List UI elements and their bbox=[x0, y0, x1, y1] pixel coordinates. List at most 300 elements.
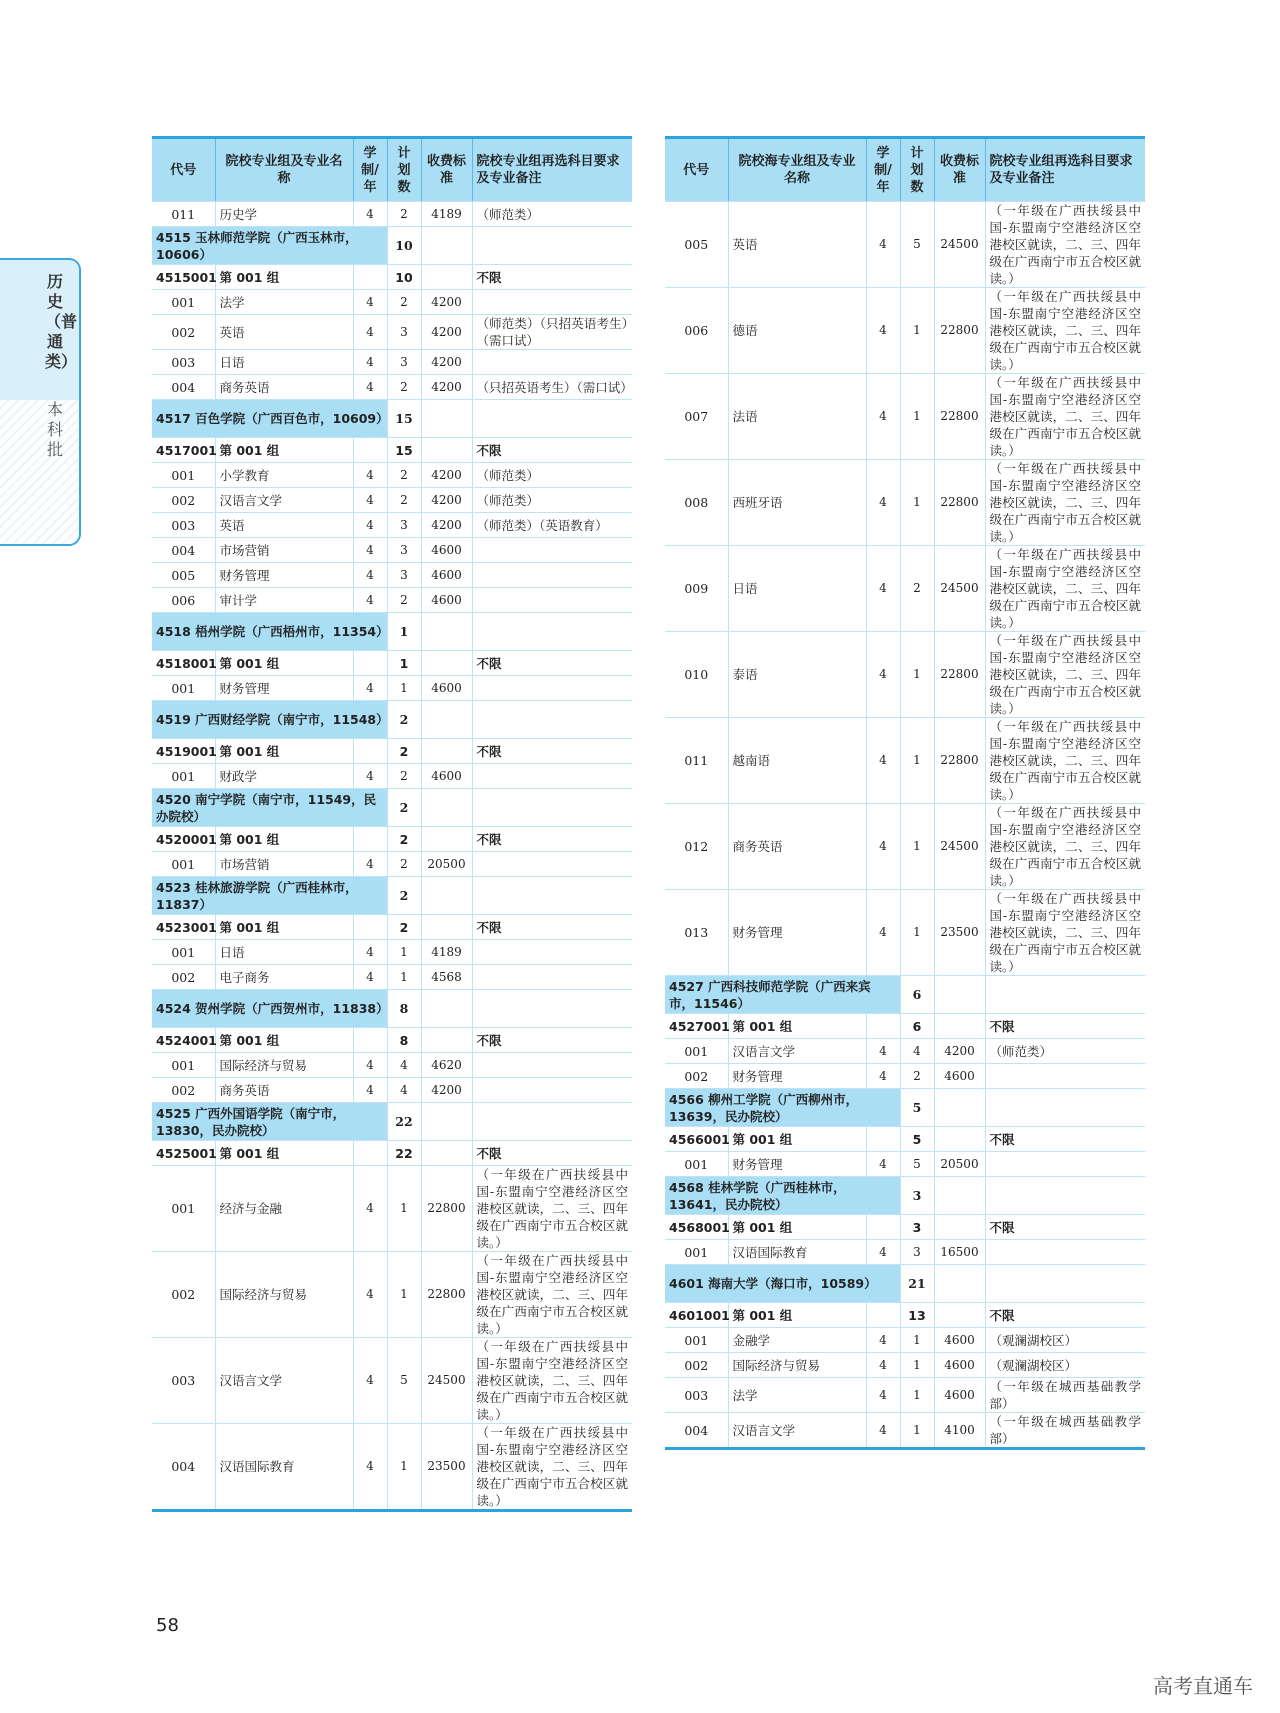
major-row bbox=[665, 1152, 1145, 1177]
major-code: 001 bbox=[152, 463, 215, 488]
group-plan: 10 bbox=[387, 265, 421, 290]
group-note: 不限 bbox=[985, 1127, 1145, 1152]
major-years: 4 bbox=[353, 315, 387, 350]
major-note bbox=[472, 676, 632, 701]
major-row bbox=[665, 1378, 1145, 1413]
major-name: 英语 bbox=[215, 513, 353, 538]
major-plan: 3 bbox=[387, 350, 421, 375]
group-years bbox=[353, 915, 387, 940]
major-code: 007 bbox=[665, 374, 728, 460]
major-name: 英语 bbox=[215, 315, 353, 350]
major-fee: 4200 bbox=[421, 350, 472, 375]
group-plan: 2 bbox=[387, 915, 421, 940]
major-years: 4 bbox=[866, 890, 900, 976]
major-name: 日语 bbox=[215, 940, 353, 965]
side-tab-stripes bbox=[0, 400, 79, 546]
major-plan: 4 bbox=[900, 1039, 934, 1064]
major-years: 4 bbox=[353, 1078, 387, 1103]
major-note bbox=[985, 1064, 1145, 1089]
major-fee: 4600 bbox=[421, 764, 472, 789]
header-note: 院校专业组再选科目要求及专业备注 bbox=[472, 138, 632, 202]
major-note: （师范类） bbox=[472, 202, 632, 227]
major-row bbox=[152, 940, 632, 965]
major-fee: 20500 bbox=[421, 852, 472, 877]
school-note bbox=[472, 990, 632, 1028]
major-name: 汉语国际教育 bbox=[728, 1240, 866, 1265]
major-name: 财务管理 bbox=[728, 1152, 866, 1177]
major-name: 商务英语 bbox=[215, 375, 353, 400]
major-code: 001 bbox=[152, 290, 215, 315]
major-years: 4 bbox=[353, 588, 387, 613]
major-code: 002 bbox=[152, 488, 215, 513]
major-fee: 16500 bbox=[934, 1240, 985, 1265]
school-name: 4566 柳州工学院（广西柳州市，13639，民办院校） bbox=[665, 1089, 900, 1127]
major-plan: 1 bbox=[900, 1328, 934, 1353]
group-fee bbox=[421, 915, 472, 940]
major-row bbox=[665, 1328, 1145, 1353]
major-code: 001 bbox=[152, 940, 215, 965]
major-code: 004 bbox=[152, 1424, 215, 1511]
major-code: 003 bbox=[665, 1378, 728, 1413]
school-plan: 2 bbox=[387, 789, 421, 827]
group-row bbox=[152, 915, 632, 940]
major-years: 4 bbox=[353, 513, 387, 538]
major-row bbox=[152, 375, 632, 400]
admission-table-left bbox=[152, 136, 632, 1512]
major-name: 法学 bbox=[728, 1378, 866, 1413]
major-years: 4 bbox=[866, 460, 900, 546]
group-name: 第 001 组 bbox=[215, 265, 353, 290]
major-name: 财政学 bbox=[215, 764, 353, 789]
group-plan: 13 bbox=[900, 1303, 934, 1328]
major-code: 001 bbox=[665, 1328, 728, 1353]
major-row bbox=[665, 1413, 1145, 1449]
group-name: 第 001 组 bbox=[728, 1215, 866, 1240]
major-note: （只招英语考生）（需口试） bbox=[472, 375, 632, 400]
major-code: 001 bbox=[152, 1053, 215, 1078]
school-name: 4524 贺州学院（广西贺州市，11838） bbox=[152, 990, 387, 1028]
group-row bbox=[152, 265, 632, 290]
major-note bbox=[472, 852, 632, 877]
major-name: 汉语言文学 bbox=[728, 1413, 866, 1449]
group-fee bbox=[934, 1303, 985, 1328]
major-fee: 22800 bbox=[934, 374, 985, 460]
major-note: （一年级在广西扶绥县中国-东盟南宁空港经济区空港校区就读，二、三、四年级在广西南宁市五合校区就读。） bbox=[472, 1338, 632, 1424]
major-row bbox=[665, 1064, 1145, 1089]
major-years: 4 bbox=[866, 202, 900, 288]
major-row bbox=[152, 852, 632, 877]
group-row bbox=[665, 1215, 1145, 1240]
major-row bbox=[152, 563, 632, 588]
major-note: （一年级在广西扶绥县中国-东盟南宁空港经济区空港校区就读，二、三、四年级在广西南宁市五合校区就读。） bbox=[985, 804, 1145, 890]
school-plan: 22 bbox=[387, 1103, 421, 1141]
school-row bbox=[152, 877, 632, 915]
major-name: 经济与金融 bbox=[215, 1166, 353, 1252]
major-row bbox=[152, 676, 632, 701]
school-row bbox=[665, 1089, 1145, 1127]
major-fee: 4200 bbox=[421, 290, 472, 315]
major-note: （一年级在广西扶绥县中国-东盟南宁空港经济区空港校区就读，二、三、四年级在广西南宁市五合校区就读。） bbox=[985, 374, 1145, 460]
major-years: 4 bbox=[353, 1166, 387, 1252]
group-plan: 2 bbox=[387, 739, 421, 764]
major-row bbox=[665, 374, 1145, 460]
major-plan: 3 bbox=[387, 513, 421, 538]
major-note: （师范类） bbox=[472, 488, 632, 513]
group-fee bbox=[421, 1141, 472, 1166]
school-note bbox=[472, 227, 632, 265]
major-row bbox=[152, 965, 632, 990]
major-row bbox=[665, 460, 1145, 546]
group-name: 第 001 组 bbox=[215, 827, 353, 852]
major-years: 4 bbox=[353, 563, 387, 588]
school-fee bbox=[421, 227, 472, 265]
group-years bbox=[353, 651, 387, 676]
major-plan: 5 bbox=[387, 1338, 421, 1424]
group-row bbox=[665, 1127, 1145, 1152]
group-fee bbox=[934, 1215, 985, 1240]
major-row bbox=[152, 463, 632, 488]
school-row bbox=[152, 400, 632, 438]
school-note bbox=[985, 976, 1145, 1014]
group-row bbox=[152, 438, 632, 463]
major-plan: 2 bbox=[387, 290, 421, 315]
major-name: 日语 bbox=[215, 350, 353, 375]
major-row bbox=[152, 1424, 632, 1511]
school-row bbox=[152, 701, 632, 739]
major-note bbox=[472, 350, 632, 375]
major-code: 011 bbox=[665, 718, 728, 804]
major-note bbox=[472, 940, 632, 965]
group-years bbox=[866, 1303, 900, 1328]
major-name: 小学教育 bbox=[215, 463, 353, 488]
major-code: 001 bbox=[665, 1240, 728, 1265]
school-fee bbox=[934, 1089, 985, 1127]
major-code: 011 bbox=[152, 202, 215, 227]
group-years bbox=[353, 827, 387, 852]
major-fee: 22800 bbox=[934, 632, 985, 718]
group-plan: 22 bbox=[387, 1141, 421, 1166]
school-plan: 3 bbox=[900, 1177, 934, 1215]
major-years: 4 bbox=[353, 965, 387, 990]
major-years: 4 bbox=[353, 676, 387, 701]
major-plan: 1 bbox=[900, 288, 934, 374]
group-fee bbox=[421, 651, 472, 676]
header-fee: 收费标准 bbox=[421, 138, 472, 202]
major-name: 法学 bbox=[215, 290, 353, 315]
major-code: 004 bbox=[152, 538, 215, 563]
major-plan: 3 bbox=[387, 538, 421, 563]
major-note: （一年级在广西扶绥县中国-东盟南宁空港经济区空港校区就读，二、三、四年级在广西南宁市五合校区就读。） bbox=[985, 632, 1145, 718]
major-plan: 2 bbox=[387, 764, 421, 789]
school-name: 4520 南宁学院（南宁市，11549，民办院校） bbox=[152, 789, 387, 827]
major-plan: 1 bbox=[900, 890, 934, 976]
major-years: 4 bbox=[866, 804, 900, 890]
major-years: 4 bbox=[866, 1328, 900, 1353]
group-code: 4523001 bbox=[152, 915, 215, 940]
school-fee bbox=[421, 877, 472, 915]
group-fee bbox=[421, 438, 472, 463]
major-fee: 4200 bbox=[421, 315, 472, 350]
major-name: 财务管理 bbox=[215, 563, 353, 588]
school-fee bbox=[421, 701, 472, 739]
group-name: 第 001 组 bbox=[215, 651, 353, 676]
school-row bbox=[152, 1103, 632, 1141]
school-note bbox=[472, 789, 632, 827]
group-note: 不限 bbox=[472, 1028, 632, 1053]
major-fee: 24500 bbox=[934, 804, 985, 890]
major-plan: 1 bbox=[387, 940, 421, 965]
major-code: 006 bbox=[665, 288, 728, 374]
major-years: 4 bbox=[353, 1252, 387, 1338]
major-years: 4 bbox=[866, 1152, 900, 1177]
major-code: 009 bbox=[665, 546, 728, 632]
group-code: 4515001 bbox=[152, 265, 215, 290]
admission-table-right bbox=[665, 136, 1145, 1450]
school-name: 4601 海南大学（海口市，10589） bbox=[665, 1265, 900, 1303]
major-name: 汉语言文学 bbox=[215, 1338, 353, 1424]
major-name: 国际经济与贸易 bbox=[728, 1353, 866, 1378]
group-years bbox=[866, 1014, 900, 1039]
major-row bbox=[152, 1078, 632, 1103]
header-note: 院校专业组再选科目要求及专业备注 bbox=[985, 138, 1145, 202]
major-row bbox=[152, 202, 632, 227]
major-name: 汉语国际教育 bbox=[215, 1424, 353, 1511]
major-fee: 4600 bbox=[421, 538, 472, 563]
school-name: 4517 百色学院（广西百色市，10609） bbox=[152, 400, 387, 438]
major-years: 4 bbox=[866, 374, 900, 460]
major-code: 001 bbox=[665, 1152, 728, 1177]
major-row bbox=[152, 1166, 632, 1252]
group-row bbox=[665, 1014, 1145, 1039]
group-fee bbox=[421, 827, 472, 852]
header-plan: 计划数 bbox=[900, 138, 934, 202]
group-code: 4527001 bbox=[665, 1014, 728, 1039]
major-years: 4 bbox=[866, 1378, 900, 1413]
school-note bbox=[472, 1103, 632, 1141]
school-plan: 10 bbox=[387, 227, 421, 265]
major-row bbox=[152, 513, 632, 538]
group-years bbox=[353, 739, 387, 764]
header-years: 学制/年 bbox=[866, 138, 900, 202]
major-years: 4 bbox=[353, 940, 387, 965]
group-row bbox=[152, 739, 632, 764]
header-years: 学制/年 bbox=[353, 138, 387, 202]
major-fee: 4600 bbox=[934, 1328, 985, 1353]
major-note bbox=[985, 1152, 1145, 1177]
side-tab-primary: 历史（普通类） bbox=[45, 272, 78, 371]
major-years: 4 bbox=[353, 375, 387, 400]
header-fee: 收费标准 bbox=[934, 138, 985, 202]
major-note bbox=[472, 965, 632, 990]
major-code: 010 bbox=[665, 632, 728, 718]
page-number: 58 bbox=[156, 1615, 179, 1636]
school-row bbox=[152, 789, 632, 827]
group-plan: 1 bbox=[387, 651, 421, 676]
major-row bbox=[152, 315, 632, 350]
major-fee: 4600 bbox=[421, 588, 472, 613]
major-code: 013 bbox=[665, 890, 728, 976]
group-note: 不限 bbox=[472, 1141, 632, 1166]
major-note: （观澜湖校区） bbox=[985, 1353, 1145, 1378]
school-plan: 8 bbox=[387, 990, 421, 1028]
section-side-tab bbox=[0, 258, 81, 546]
group-code: 4517001 bbox=[152, 438, 215, 463]
major-fee: 4600 bbox=[421, 563, 472, 588]
group-note: 不限 bbox=[472, 438, 632, 463]
major-note bbox=[472, 588, 632, 613]
school-row bbox=[665, 1265, 1145, 1303]
group-years bbox=[353, 438, 387, 463]
school-name: 4518 梧州学院（广西梧州市，11354） bbox=[152, 613, 387, 651]
major-fee: 24500 bbox=[421, 1338, 472, 1424]
major-years: 4 bbox=[353, 1424, 387, 1511]
major-code: 008 bbox=[665, 460, 728, 546]
group-plan: 3 bbox=[900, 1215, 934, 1240]
major-plan: 1 bbox=[387, 1424, 421, 1511]
school-fee bbox=[934, 1177, 985, 1215]
major-fee: 4200 bbox=[421, 488, 472, 513]
major-fee: 4189 bbox=[421, 202, 472, 227]
major-note: （一年级在城西基础教学部） bbox=[985, 1378, 1145, 1413]
school-row bbox=[152, 613, 632, 651]
major-fee: 4100 bbox=[934, 1413, 985, 1449]
school-plan: 1 bbox=[387, 613, 421, 651]
major-fee: 4600 bbox=[421, 676, 472, 701]
school-row bbox=[152, 227, 632, 265]
major-code: 002 bbox=[152, 965, 215, 990]
major-years: 4 bbox=[866, 718, 900, 804]
major-note: （一年级在广西扶绥县中国-东盟南宁空港经济区空港校区就读，二、三、四年级在广西南宁市五合校区就读。） bbox=[985, 288, 1145, 374]
major-note: （观澜湖校区） bbox=[985, 1328, 1145, 1353]
watermark-text: 高考直通车 bbox=[1153, 1674, 1253, 1698]
major-row bbox=[152, 1338, 632, 1424]
major-years: 4 bbox=[353, 538, 387, 563]
major-plan: 1 bbox=[900, 1378, 934, 1413]
group-years bbox=[866, 1127, 900, 1152]
major-row bbox=[152, 350, 632, 375]
major-fee: 23500 bbox=[934, 890, 985, 976]
major-row bbox=[152, 290, 632, 315]
major-note bbox=[472, 563, 632, 588]
major-row bbox=[665, 1240, 1145, 1265]
group-name: 第 001 组 bbox=[728, 1014, 866, 1039]
major-years: 4 bbox=[866, 1240, 900, 1265]
school-fee bbox=[421, 400, 472, 438]
major-code: 001 bbox=[152, 852, 215, 877]
major-row bbox=[152, 764, 632, 789]
group-note: 不限 bbox=[472, 651, 632, 676]
major-name: 泰语 bbox=[728, 632, 866, 718]
major-fee: 4600 bbox=[934, 1064, 985, 1089]
major-code: 012 bbox=[665, 804, 728, 890]
major-years: 4 bbox=[866, 288, 900, 374]
major-plan: 1 bbox=[900, 804, 934, 890]
school-fee bbox=[934, 1265, 985, 1303]
major-row bbox=[665, 632, 1145, 718]
group-code: 4568001 bbox=[665, 1215, 728, 1240]
major-years: 4 bbox=[866, 1064, 900, 1089]
major-fee: 4600 bbox=[934, 1353, 985, 1378]
major-fee: 4200 bbox=[421, 513, 472, 538]
school-plan: 15 bbox=[387, 400, 421, 438]
group-note: 不限 bbox=[985, 1303, 1145, 1328]
major-note: （一年级在城西基础教学部） bbox=[985, 1413, 1145, 1449]
major-name: 国际经济与贸易 bbox=[215, 1252, 353, 1338]
group-years bbox=[353, 1028, 387, 1053]
major-plan: 1 bbox=[900, 374, 934, 460]
major-name: 商务英语 bbox=[215, 1078, 353, 1103]
school-plan: 5 bbox=[900, 1089, 934, 1127]
major-fee: 22800 bbox=[934, 718, 985, 804]
major-row bbox=[665, 1039, 1145, 1064]
major-name: 市场营销 bbox=[215, 852, 353, 877]
major-years: 4 bbox=[353, 488, 387, 513]
group-note: 不限 bbox=[985, 1014, 1145, 1039]
group-row bbox=[152, 651, 632, 676]
major-plan: 2 bbox=[900, 546, 934, 632]
header-code: 代号 bbox=[152, 138, 215, 202]
group-plan: 2 bbox=[387, 827, 421, 852]
group-code: 4524001 bbox=[152, 1028, 215, 1053]
school-name: 4525 广西外国语学院（南宁市，13830，民办院校） bbox=[152, 1103, 387, 1141]
major-note: （师范类）（只招英语考生）（需口试） bbox=[472, 315, 632, 350]
major-name: 英语 bbox=[728, 202, 866, 288]
major-plan: 2 bbox=[387, 488, 421, 513]
group-code: 4525001 bbox=[152, 1141, 215, 1166]
major-code: 003 bbox=[152, 1338, 215, 1424]
major-fee: 4200 bbox=[421, 1078, 472, 1103]
group-note: 不限 bbox=[472, 915, 632, 940]
group-plan: 5 bbox=[900, 1127, 934, 1152]
header-name: 院校专业组及专业名称 bbox=[215, 138, 353, 202]
major-code: 004 bbox=[665, 1413, 728, 1449]
group-plan: 15 bbox=[387, 438, 421, 463]
major-name: 财务管理 bbox=[728, 890, 866, 976]
major-note: （一年级在广西扶绥县中国-东盟南宁空港经济区空港校区就读，二、三、四年级在广西南宁市五合校区就读。） bbox=[472, 1252, 632, 1338]
major-years: 4 bbox=[353, 1053, 387, 1078]
major-plan: 3 bbox=[387, 315, 421, 350]
major-note: （一年级在广西扶绥县中国-东盟南宁空港经济区空港校区就读，二、三、四年级在广西南宁市五合校区就读。） bbox=[985, 890, 1145, 976]
major-note bbox=[472, 1053, 632, 1078]
major-name: 汉语言文学 bbox=[728, 1039, 866, 1064]
major-name: 财务管理 bbox=[215, 676, 353, 701]
major-fee: 22800 bbox=[934, 460, 985, 546]
header-code: 代号 bbox=[665, 138, 728, 202]
school-fee bbox=[934, 976, 985, 1014]
major-name: 财务管理 bbox=[728, 1064, 866, 1089]
major-row bbox=[665, 718, 1145, 804]
major-note bbox=[985, 1240, 1145, 1265]
major-note: （师范类）（英语教育） bbox=[472, 513, 632, 538]
school-name: 4523 桂林旅游学院（广西桂林市，11837） bbox=[152, 877, 387, 915]
school-name: 4519 广西财经学院（南宁市，11548） bbox=[152, 701, 387, 739]
table-header-row bbox=[665, 138, 1145, 202]
group-note: 不限 bbox=[472, 827, 632, 852]
header-plan: 计划数 bbox=[387, 138, 421, 202]
group-fee bbox=[934, 1014, 985, 1039]
major-fee: 4200 bbox=[421, 375, 472, 400]
major-name: 法语 bbox=[728, 374, 866, 460]
major-plan: 1 bbox=[900, 718, 934, 804]
major-code: 002 bbox=[665, 1064, 728, 1089]
major-note bbox=[472, 538, 632, 563]
major-row bbox=[152, 1053, 632, 1078]
major-plan: 1 bbox=[387, 676, 421, 701]
major-fee: 4189 bbox=[421, 940, 472, 965]
major-row bbox=[665, 546, 1145, 632]
major-row bbox=[665, 1353, 1145, 1378]
group-code: 4601001 bbox=[665, 1303, 728, 1328]
